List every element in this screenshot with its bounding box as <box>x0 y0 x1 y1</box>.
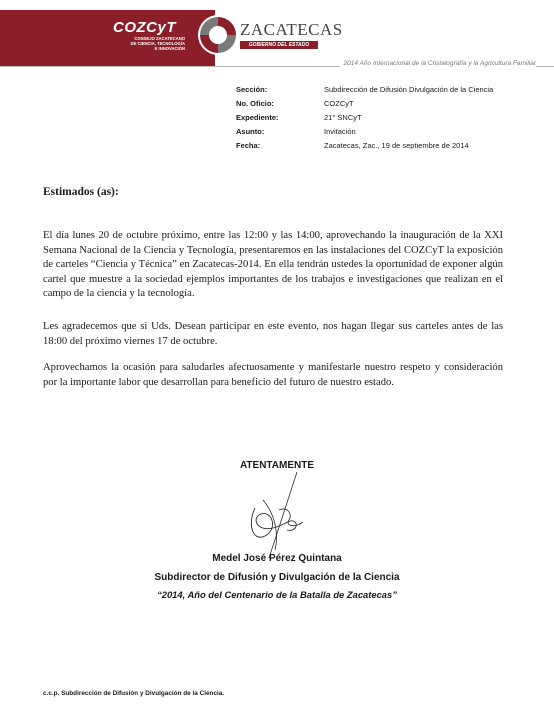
document-metadata <box>236 83 493 153</box>
letterhead <box>0 0 554 70</box>
header-motto: 2014 Año Internacional de la Cristalografía y la Agricultura Familiar <box>340 60 536 67</box>
meta-value: COZCyT <box>324 99 354 108</box>
meta-value: Invitación <box>324 127 356 136</box>
meta-label: Asunto: <box>236 127 265 136</box>
meta-value: Subdirección de Difusión Divulgación de la Ciencia <box>324 85 494 94</box>
letter-paragraph-1: El día lunes 20 de octubre próximo, entre las 12:00 y las 14:00, aprovechando la inauguración de la XXI Semana Nacional de la Ciencia y Tecnología, presentaremos en las instalaciones del COZCyT la exposición de carteles “Ciencia y Técnica” en Zacatecas-2014. En ella tendrán ustedes la oportunidad de exponer algún cartel que muestre a la sociedad ejemplos importantes de los trabajos e investigaciones que realizan en el campo de la ciencia y la tecnología. <box>43 230 503 300</box>
letter-paragraph-2: Les agradecemos que si Uds. Desean participar en este evento, nos hagan llegar sus carteles antes de las 18:00 del próximo viernes 17 de octubre. <box>43 321 503 347</box>
signer-name: Medel José Pérez Quintana <box>212 553 342 564</box>
closing-text: ATENTAMENTE <box>239 460 315 471</box>
cozcyt-logo-subtitle-2: DE CIENCIA, TECNOLOGÍA <box>130 41 185 46</box>
meta-value: Zacatecas, Zac., 19 de septiembre de 2014 <box>324 141 469 150</box>
meta-row-section <box>236 83 493 97</box>
carbon-copy-note: c.c.p. Subdirección de Difusión y Divulgación de la Ciencia. <box>43 690 225 697</box>
signature-motto: “2014, Año del Centenario de la Batalla de Zacatecas” <box>157 589 397 600</box>
zacatecas-emblem-icon <box>197 14 239 56</box>
meta-label: Sección: <box>236 85 268 94</box>
signer-title: Subdirector de Difusión y Divulgación de la Ciencia <box>154 572 400 583</box>
handwritten-signature-icon <box>235 470 325 560</box>
zacatecas-wordmark: ZACATECAS <box>240 20 343 39</box>
meta-row-office-number <box>236 97 493 111</box>
cozcyt-logo <box>113 20 193 60</box>
letter-greeting: Estimados (as): <box>43 186 119 198</box>
letter-paragraph-3: Aprovechamos la ocasión para saludarles afectuosamente y manifestarle nuestro respeto y consideración por la importante labor que desarrollan para beneficio del futuro de nuestro estado. <box>43 362 503 388</box>
cozcyt-logo-subtitle-3: E INNOVACIÓN <box>154 46 185 51</box>
zacatecas-gov-label: GOBIERNO DEL ESTADO <box>240 41 318 49</box>
meta-label: Fecha: <box>236 141 261 150</box>
cozcyt-logo-subtitle-1: CONSEJO ZACATECANO <box>134 36 185 41</box>
meta-value: 21° SNCyT <box>324 113 362 122</box>
meta-row-subject <box>236 125 493 139</box>
meta-label: No. Oficio: <box>236 99 274 108</box>
cozcyt-logo-name: COZCyT <box>113 19 176 36</box>
meta-row-file <box>236 111 493 125</box>
meta-label: Expediente: <box>236 113 279 122</box>
meta-row-date <box>236 139 493 153</box>
